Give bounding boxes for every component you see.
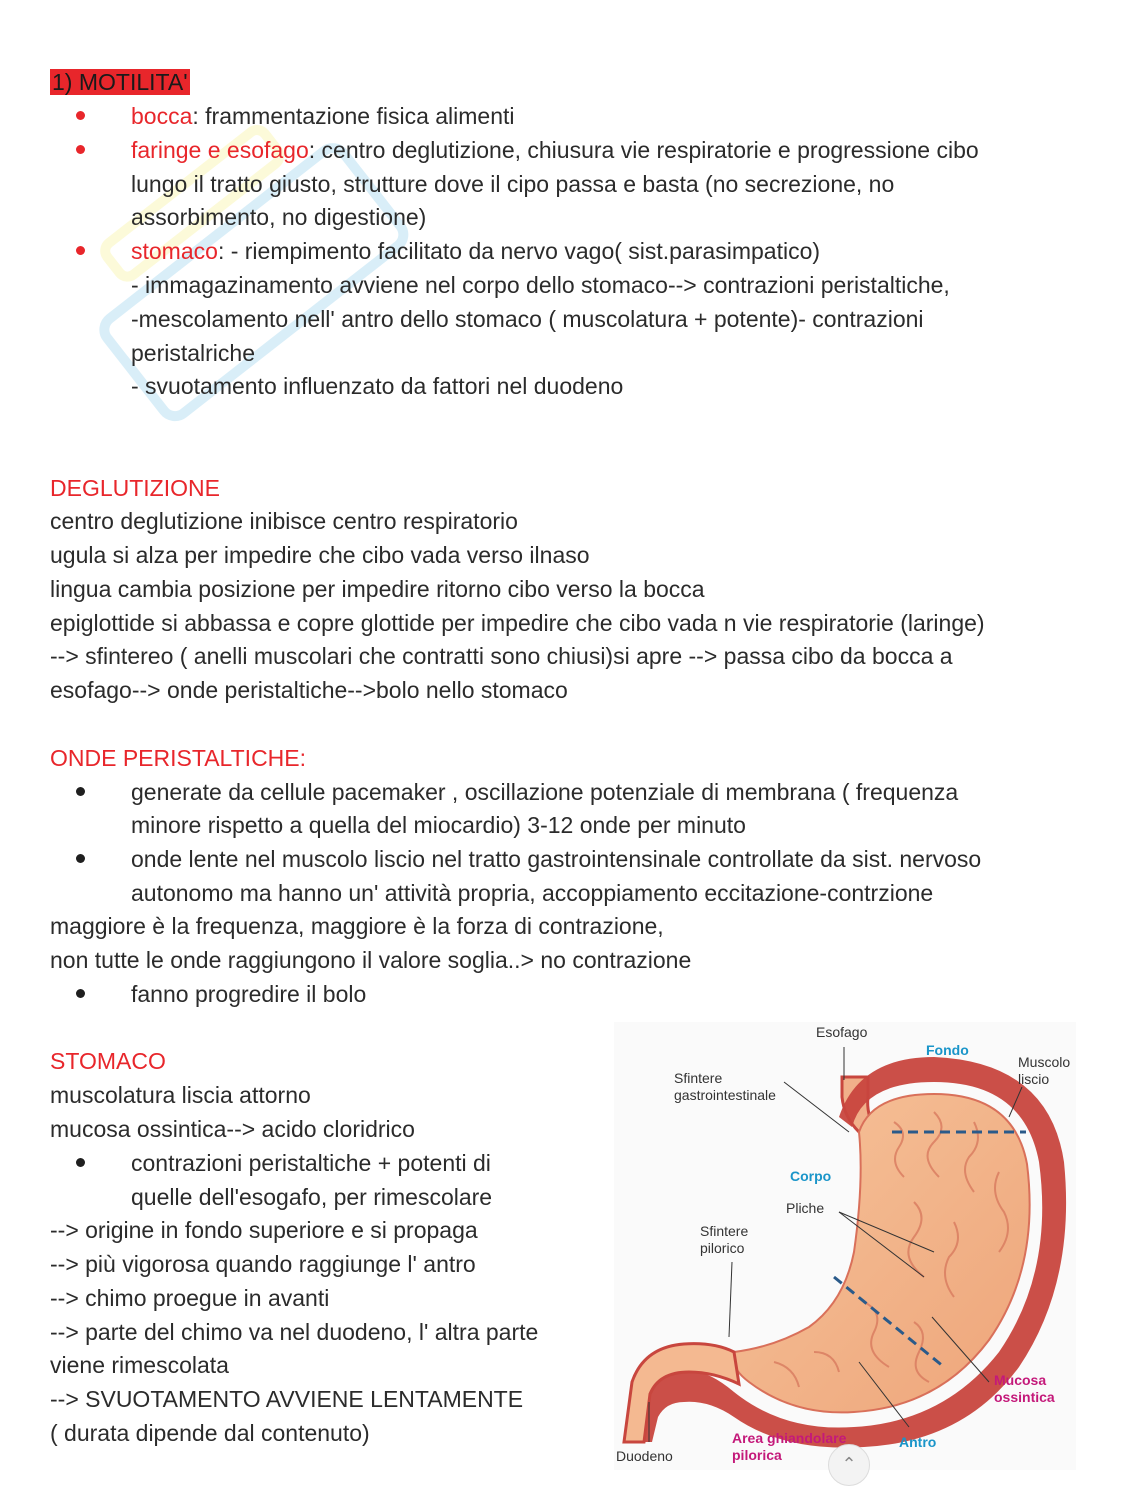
text-line: --> chimo proegue in avanti [50, 1285, 330, 1311]
list-item-continuation: peristalriche [131, 340, 255, 366]
list-item-continuation: - immagazinamento avviene nel corpo dello stomaco--> contrazioni peristaltiche, [131, 272, 950, 298]
list-item: stomaco: - riempimento facilitato da nervo vago( sist.parasimpatico) [131, 238, 821, 264]
list-item: generate da cellule pacemaker , oscillazione potenziale di membrana ( frequenza [131, 779, 959, 805]
text-line: mucosa ossintica--> acido cloridrico [50, 1116, 415, 1142]
list-item-continuation: - svuotamento influenzato da fattori nel duodeno [131, 373, 624, 399]
list-item: onde lente nel muscolo liscio nel tratto gastrointensinale controllate da sist. nervoso [131, 846, 982, 872]
text-line: --> parte del chimo va nel duodeno, l' altra parte [50, 1319, 539, 1345]
text-line: non tutte le onde raggiungono il valore soglia..> no contrazione [50, 947, 692, 973]
bullet-icon [76, 1158, 85, 1167]
text-line: centro deglutizione inibisce centro respiratorio [50, 508, 518, 534]
label-sfintere-pilorico: Sfintere pilorico [700, 1223, 749, 1256]
text-line: esofago--> onde peristaltiche-->bolo nello stomaco [50, 677, 568, 703]
section-heading-motility: 1) MOTILITA' [52, 69, 188, 95]
list-item-continuation: autonomo ma hanno un' attività propria, accoppiamento eccitazione-contrzione [131, 880, 934, 906]
label-fondo: Fondo [926, 1042, 969, 1058]
scroll-to-top-button[interactable] [828, 1444, 870, 1486]
list-item-continuation: assorbimento, no digestione) [131, 204, 427, 230]
label-muscolo-liscio: Muscolo liscio [1018, 1054, 1071, 1087]
list-item-continuation: lungo il tratto giusto, strutture dove il cipo passa e basta (no secrezione, no [131, 171, 895, 197]
label-antro: Antro [899, 1434, 937, 1450]
text-line: epiglottide si abbassa e copre glottide per impedire che cibo vada n vie respiratorie (laringe) [50, 610, 985, 636]
section-heading-deglutition: DEGLUTIZIONE [50, 475, 220, 501]
chevron-up-icon: ⌃ [841, 1454, 857, 1474]
label-esofago: Esofago [816, 1024, 868, 1040]
bullet-icon [76, 246, 85, 255]
text-line: ( durata dipende dal contenuto) [50, 1420, 370, 1446]
label-area-ghiandolare-pilorica: Area ghiandolare pilorica [732, 1430, 847, 1463]
section-heading-waves: ONDE PERISTALTICHE: [50, 745, 307, 771]
list-item: bocca: frammentazione fisica alimenti [131, 103, 515, 129]
bullet-icon [76, 111, 85, 120]
label-corpo: Corpo [790, 1168, 832, 1184]
bullet-icon [76, 145, 85, 154]
list-item-continuation: -mescolamento nell' antro dello stomaco ( muscolatura + potente)- contrazioni [131, 306, 924, 332]
list-item: faringe e esofago: centro deglutizione, chiusura vie respiratorie e progressione cibo [131, 137, 979, 163]
section-heading-stomach: STOMACO [50, 1048, 166, 1074]
text-line: --> origine in fondo superiore e si propaga [50, 1217, 478, 1243]
text-line: ugula si alza per impedire che cibo vada verso ilnaso [50, 542, 590, 568]
stomach-anatomy-figure [614, 1022, 1076, 1470]
list-item: contrazioni peristaltiche + potenti di [131, 1150, 491, 1176]
text-line: --> sfintereo ( anelli muscolari che contratti sono chiusi)si apre --> passa cibo da bocca a [50, 643, 953, 669]
bullet-icon [76, 787, 85, 796]
label-sfintere-gastrointestinale: Sfintere gastrointestinale [674, 1070, 776, 1103]
bullet-icon [76, 854, 85, 863]
text-line: muscolatura liscia attorno [50, 1082, 311, 1108]
list-item-continuation: quelle dell'esogafo, per rimescolare [131, 1184, 493, 1210]
list-item: fanno progredire il bolo [131, 981, 367, 1007]
text-line: maggiore è la frequenza, maggiore è la forza di contrazione, [50, 913, 664, 939]
label-mucosa-ossintica: Mucosa ossintica [994, 1372, 1055, 1405]
list-item-continuation: minore rispetto a quella del miocardio) 3-12 onde per minuto [131, 812, 746, 838]
label-duodeno: Duodeno [616, 1448, 673, 1464]
bullet-icon [76, 989, 85, 998]
text-line: viene rimescolata [50, 1352, 229, 1378]
label-pliche: Pliche [786, 1200, 825, 1216]
text-line: --> più vigorosa quando raggiunge l' antro [50, 1251, 476, 1277]
text-line: --> SVUOTAMENTO AVVIENE LENTAMENTE [50, 1386, 524, 1412]
text-line: lingua cambia posizione per impedire ritorno cibo verso la bocca [50, 576, 705, 602]
